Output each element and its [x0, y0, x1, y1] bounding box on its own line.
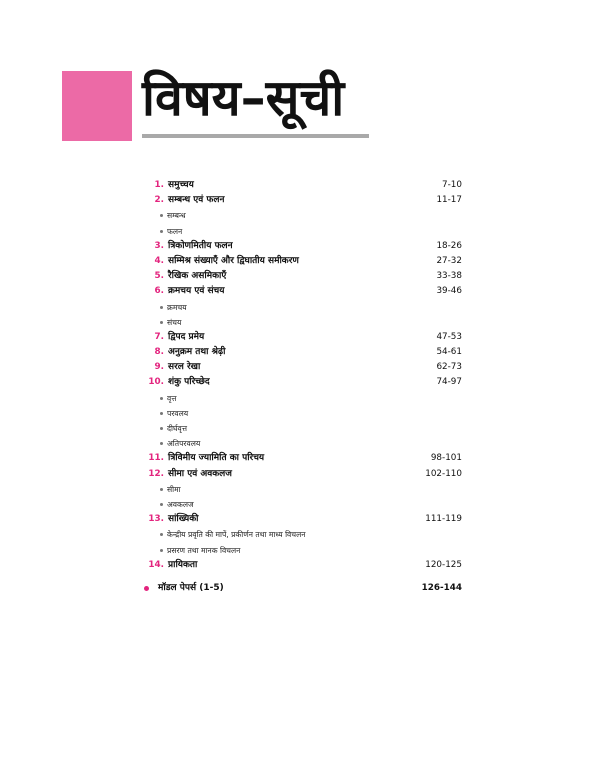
- toc-subentry[interactable]: [144, 406, 462, 421]
- toc-entry[interactable]: [144, 284, 462, 299]
- toc-subentry[interactable]: [144, 224, 462, 239]
- toc-subentry[interactable]: [144, 482, 462, 497]
- page-range: 102-110: [425, 468, 462, 479]
- toc-subentry[interactable]: [144, 421, 462, 436]
- bullet-icon: [160, 488, 163, 491]
- chapter-number: 11.: [148, 453, 164, 464]
- toc-entry[interactable]: [144, 512, 462, 527]
- table-of-contents: [144, 178, 462, 596]
- page-range: 47-53: [436, 331, 462, 342]
- page-range: 126-144: [421, 582, 462, 593]
- page-range: 111-119: [425, 514, 462, 525]
- toc-entry[interactable]: [144, 239, 462, 254]
- chapter-title: रैखिक असमिकाएँ: [168, 271, 227, 282]
- chapter-number: 7.: [154, 331, 164, 342]
- chapter-number: 8.: [154, 347, 164, 358]
- page-range: 7-10: [442, 180, 462, 190]
- subtopic-title: अवकलज: [167, 499, 194, 509]
- page-range: 62-73: [436, 362, 462, 373]
- page-range: 120-125: [425, 559, 462, 570]
- bullet-icon: [160, 427, 163, 430]
- chapter-title: त्रिविमीय ज्यामिति का परिचय: [168, 453, 265, 464]
- chapter-number: 5.: [154, 271, 164, 282]
- toc-entry[interactable]: [144, 467, 462, 482]
- page-title: विषय–सूची: [142, 69, 345, 127]
- bullet-icon: [160, 412, 163, 415]
- page-range: 54-61: [436, 347, 462, 358]
- subtopic-title: वृत्त: [167, 393, 177, 403]
- page-range: 39-46: [436, 286, 462, 297]
- toc-subentry[interactable]: [144, 543, 462, 558]
- title-underline: [142, 134, 369, 138]
- bullet-icon: [160, 397, 163, 400]
- toc-subentry[interactable]: [144, 300, 462, 315]
- toc-entry[interactable]: [144, 269, 462, 284]
- page-range: 74-97: [436, 377, 462, 388]
- toc-subentry[interactable]: [144, 208, 462, 223]
- chapter-title: प्रायिकता: [168, 559, 198, 570]
- toc-entry[interactable]: [144, 360, 462, 375]
- toc-entry[interactable]: [144, 254, 462, 269]
- subtopic-title: फलन: [167, 226, 183, 236]
- bullet-icon: [144, 586, 149, 591]
- chapter-number: 6.: [154, 286, 164, 297]
- bullet-icon: [160, 533, 163, 536]
- toc-entry[interactable]: [144, 558, 462, 573]
- chapter-number: 13.: [148, 514, 164, 525]
- page-range: 18-26: [436, 240, 462, 251]
- toc-subentry[interactable]: [144, 315, 462, 330]
- bullet-icon: [160, 503, 163, 506]
- chapter-title: सीमा एवं अवकलज: [168, 468, 232, 479]
- chapter-title: सरल रेखा: [168, 362, 201, 373]
- page-range: 33-38: [436, 271, 462, 282]
- toc-entry[interactable]: [144, 330, 462, 345]
- toc-entry[interactable]: [144, 178, 462, 193]
- model-papers-title: मॉडल पेपर्स (1-5): [158, 582, 224, 593]
- toc-subentry[interactable]: [144, 436, 462, 451]
- bullet-icon: [160, 442, 163, 445]
- page-range: 27-32: [436, 255, 462, 266]
- chapter-number: 1.: [154, 180, 164, 190]
- subtopic-title: संचय: [167, 317, 182, 327]
- toc-entry[interactable]: [144, 345, 462, 360]
- chapter-title: सम्मिश्र संख्याएँ और द्विघातीय समीकरण: [168, 255, 299, 266]
- bullet-icon: [160, 214, 163, 217]
- chapter-title: सम्बन्ध एवं फलन: [168, 195, 225, 206]
- chapter-title: क्रमचय एवं संचय: [168, 286, 225, 297]
- toc-subentry[interactable]: [144, 527, 462, 542]
- bullet-icon: [160, 321, 163, 324]
- chapter-number: 12.: [148, 468, 164, 479]
- subtopic-title: सीमा: [167, 484, 181, 494]
- page-range: 11-17: [436, 195, 462, 206]
- chapter-number: 2.: [154, 195, 164, 206]
- page-range: 98-101: [430, 453, 462, 464]
- toc-model-papers[interactable]: [144, 581, 462, 596]
- chapter-number: 10.: [148, 377, 164, 388]
- chapter-number: 3.: [154, 240, 164, 251]
- chapter-number: 4.: [154, 255, 164, 266]
- bullet-icon: [160, 306, 163, 309]
- toc-subentry[interactable]: [144, 497, 462, 512]
- chapter-title: सांख्यिकी: [168, 514, 199, 525]
- chapter-number: 14.: [148, 559, 164, 570]
- chapter-title: अनुक्रम तथा श्रेढ़ी: [168, 347, 226, 358]
- toc-entry[interactable]: [144, 451, 462, 466]
- toc-subentry[interactable]: [144, 391, 462, 406]
- subtopic-title: परवलय: [167, 408, 189, 418]
- subtopic-title: सम्बन्ध: [167, 211, 186, 221]
- subtopic-title: क्रमचय: [167, 302, 187, 312]
- chapter-title: शंकु परिच्छेद: [168, 377, 210, 388]
- chapter-title: समुच्चय: [168, 180, 194, 190]
- subtopic-title: दीर्घवृत्त: [167, 424, 187, 433]
- chapter-number: 9.: [154, 362, 164, 373]
- accent-block: [62, 71, 132, 141]
- subtopic-title: केन्द्रीय प्रवृति की मापें, प्रकीर्णन तथा माध्य विचलन: [167, 530, 306, 540]
- subtopic-title: प्रसरण तथा मानक विचलन: [167, 545, 241, 555]
- chapter-title: द्विपद प्रमेय: [168, 331, 205, 342]
- chapter-title: त्रिकोणमितीय फलन: [168, 240, 233, 251]
- subtopic-title: अतिपरवलय: [167, 439, 201, 449]
- toc-entry[interactable]: [144, 193, 462, 208]
- bullet-icon: [160, 549, 163, 552]
- bullet-icon: [160, 230, 163, 233]
- toc-entry[interactable]: [144, 375, 462, 390]
